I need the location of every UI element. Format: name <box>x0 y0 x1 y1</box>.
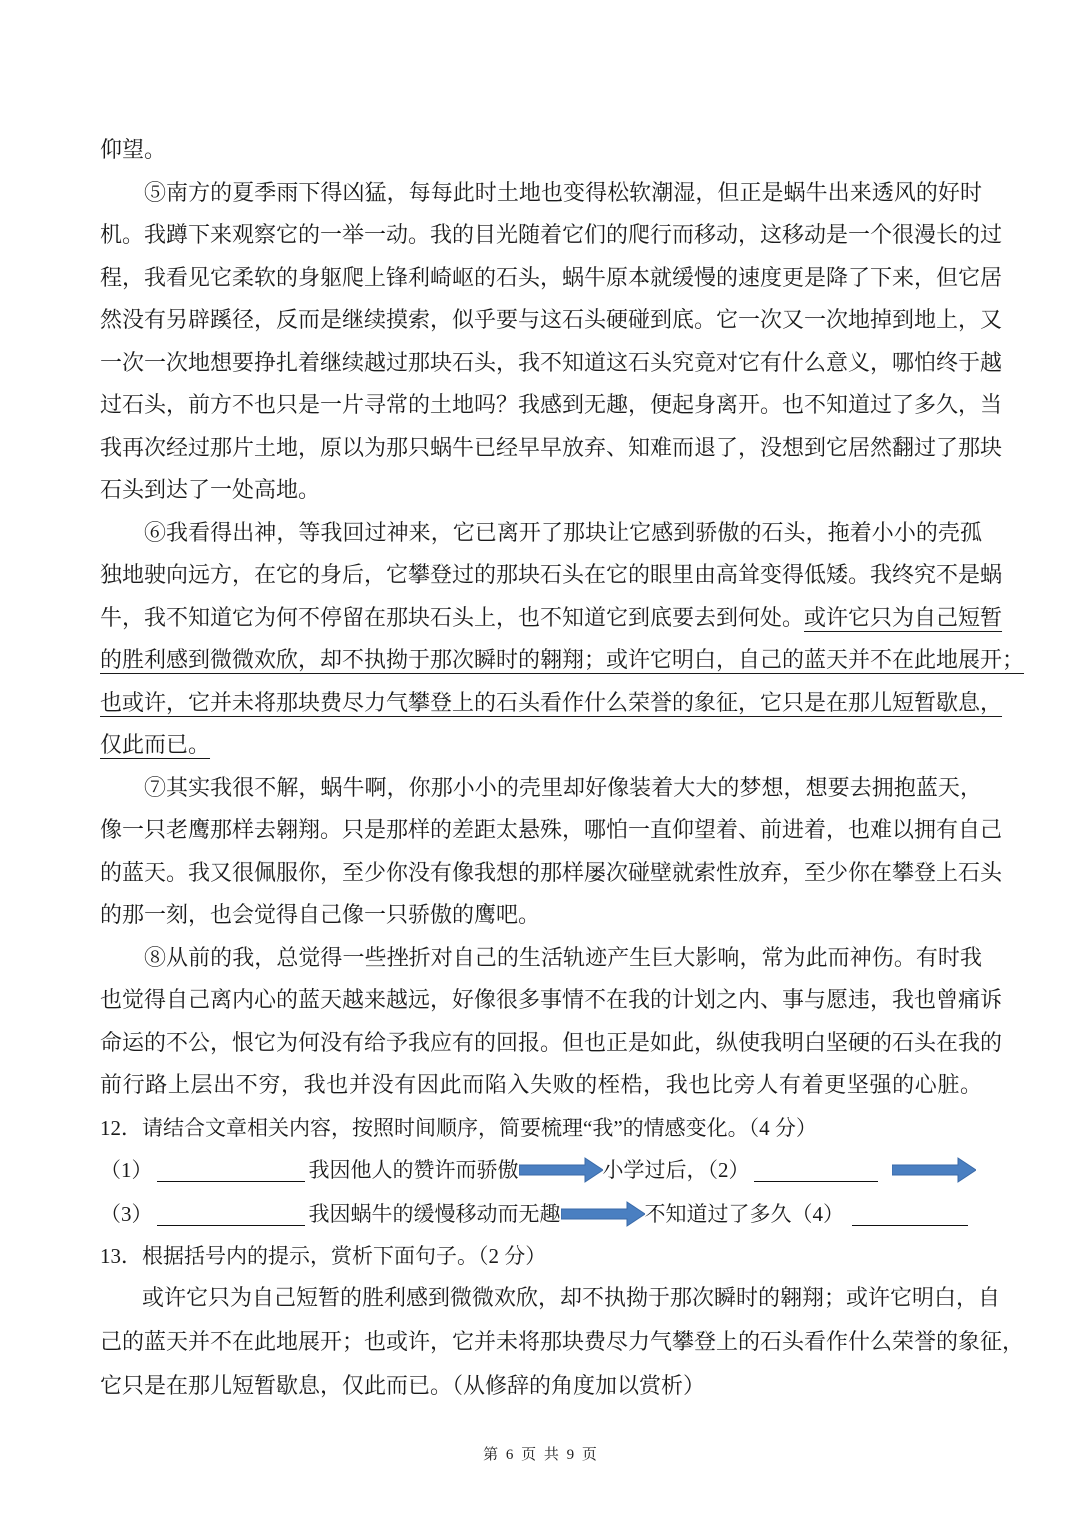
essay-line: 仰望。 <box>100 138 167 163</box>
underlined-sentence: 仅此而已。 <box>100 733 211 758</box>
answer-blank-2[interactable] <box>754 1159 878 1182</box>
page-footer: 第 6 页 共 9 页 <box>483 1447 597 1463</box>
underlined-sentence: 或许它只为自己短暂 <box>804 605 1003 631</box>
underlined-sentence-end <box>100 725 982 768</box>
essay-line: 过石头，前方不也只是一片寻常的土地吗？我感到无趣，便起身离开。也不知道过了多久，当 <box>100 393 1003 418</box>
answer-blank-4[interactable] <box>852 1203 968 1226</box>
question-12-row-2 <box>100 1192 982 1236</box>
essay-line: 石头到达了一处高地。 <box>100 478 321 503</box>
stage-4-text: 不知道过了多久（4） <box>644 1202 844 1226</box>
answer-blank-1[interactable] <box>157 1159 305 1182</box>
stage-3-text: 我因蜗牛的缓慢移动而无趣 <box>308 1202 561 1226</box>
essay-line: 像一只老鹰那样去翱翔。只是那样的差距太悬殊，哪怕一直仰望着、前进着，也难以拥有自己 <box>100 818 1003 843</box>
paragraph-5-start: ⑤南方的夏季雨下得凶猛，每每此时土地也变得松软潮湿，但正是蜗牛出来透风的好时 <box>144 180 982 206</box>
paragraph-8-start: ⑧从前的我，总觉得一些挫折对自己的生活轨迹产生巨大影响，常为此而神伤。有时我 <box>144 945 982 971</box>
quoted-sentence-line: 它只是在那儿短暂歇息，仅此而已。（从修辞的角度加以赏析） <box>100 1373 706 1398</box>
essay-line: 程，我看见它柔软的身躯爬上锋利崎岖的石头，蜗牛原本就缓慢的速度更是降了下来，但它居 <box>100 265 1003 291</box>
arrow-right-icon <box>561 1201 645 1227</box>
essay-line: 独地驶向远方，在它的身后，它攀登过的那块石头在它的眼里由高耸变得低矮。我终究不是蜗 <box>100 563 1003 588</box>
essay-line: 前行路上层出不穷，我也并没有因此而陷入失败的桎梏，我也比旁人有着更坚强的心脏。 <box>100 1073 982 1098</box>
arrow-right-icon <box>892 1157 976 1183</box>
essay-line: 的蓝天。我又很佩服你，至少你没有像我想的那样屡次碰壁就索性放弃，至少你在攀登上石头 <box>100 860 1003 886</box>
blank-label-1: （1） <box>100 1158 153 1182</box>
arrow-right-icon <box>519 1157 603 1183</box>
stage-2-text: 小学过后，（2） <box>602 1158 750 1182</box>
essay-line-mixed <box>100 598 1003 641</box>
quoted-sentence-line: 或许它只为自己短暂的胜利感到微微欢欣，却不执拗于那次瞬时的翱翔；或许它明白，自 <box>142 1285 1001 1310</box>
question-12-title: 12．请结合文章相关内容，按照时间顺序，简要梳理“我”的情感变化。（4 分） <box>100 1116 817 1140</box>
essay-line: 也觉得自己离内心的蓝天越来越远，好像很多事情不在我的计划之内、事与愿违，我也曾痛诉 <box>100 988 1003 1013</box>
underlined-sentence: 的胜利感到微微欢欣，却不执拗于那次瞬时的翱翔；或许它明白，自己的蓝天并不在此地展开； <box>100 648 1025 673</box>
answer-blank-3[interactable] <box>157 1203 305 1226</box>
essay-line: 一次一次地想要挣扎着继续越过那块石头，我不知道这石头究竟对它有什么意义，哪怕终于越 <box>100 350 1003 376</box>
questions <box>100 1108 1025 1408</box>
paragraph-6-start: ⑥我看得出神，等我回过神来，它已离开了那块让它感到骄傲的石头，拖着小小的壳孤 <box>144 520 982 546</box>
essay-line: 命运的不公，恨它为何没有给予我应有的回报。但也正是如此，纵使我明白坚硬的石头在我的 <box>100 1030 1003 1056</box>
question-13-title: 13．根据括号内的提示，赏析下面句子。（2 分） <box>100 1244 547 1268</box>
essay-text <box>100 130 1025 1108</box>
blank-label-3: （3） <box>100 1202 153 1226</box>
stage-1-text: 我因他人的赞许而骄傲 <box>308 1158 519 1182</box>
essay-line: 的那一刻，也会觉得自己像一只骄傲的鹰吧。 <box>100 903 541 928</box>
underlined-sentence: 也或许，它并未将那块费尽力气攀登上的石头看作什么荣誉的象征，它只是在那儿短暂歇息， <box>100 690 1003 716</box>
essay-line: 机。我蹲下来观察它的一举一动。我的目光随着它们的爬行而移动，这移动是一个很漫长的过 <box>100 223 1003 248</box>
essay-line-plain: 牛，我不知道它为何不停留在那块石头上，也不知道它到底要去到何处。 <box>100 605 805 631</box>
quoted-sentence-line: 己的蓝天并不在此地展开；也或许，它并未将那块费尽力气攀登上的石头看作什么荣誉的象征， <box>100 1329 1025 1354</box>
paragraph-7-start: ⑦其实我很不解，蜗牛啊，你那小小的壳里却好像装着大大的梦想，想要去拥抱蓝天， <box>144 775 982 801</box>
question-12-row-1 <box>100 1148 982 1192</box>
essay-line: 然没有另辟蹊径，反而是继续摸索，似乎要与这石头硬碰到底。它一次又一次地掉到地上，又 <box>100 308 1003 333</box>
essay-line: 我再次经过那片土地，原以为那只蜗牛已经早早放弃、知难而退了，没想到它居然翻过了那块 <box>100 435 1003 461</box>
